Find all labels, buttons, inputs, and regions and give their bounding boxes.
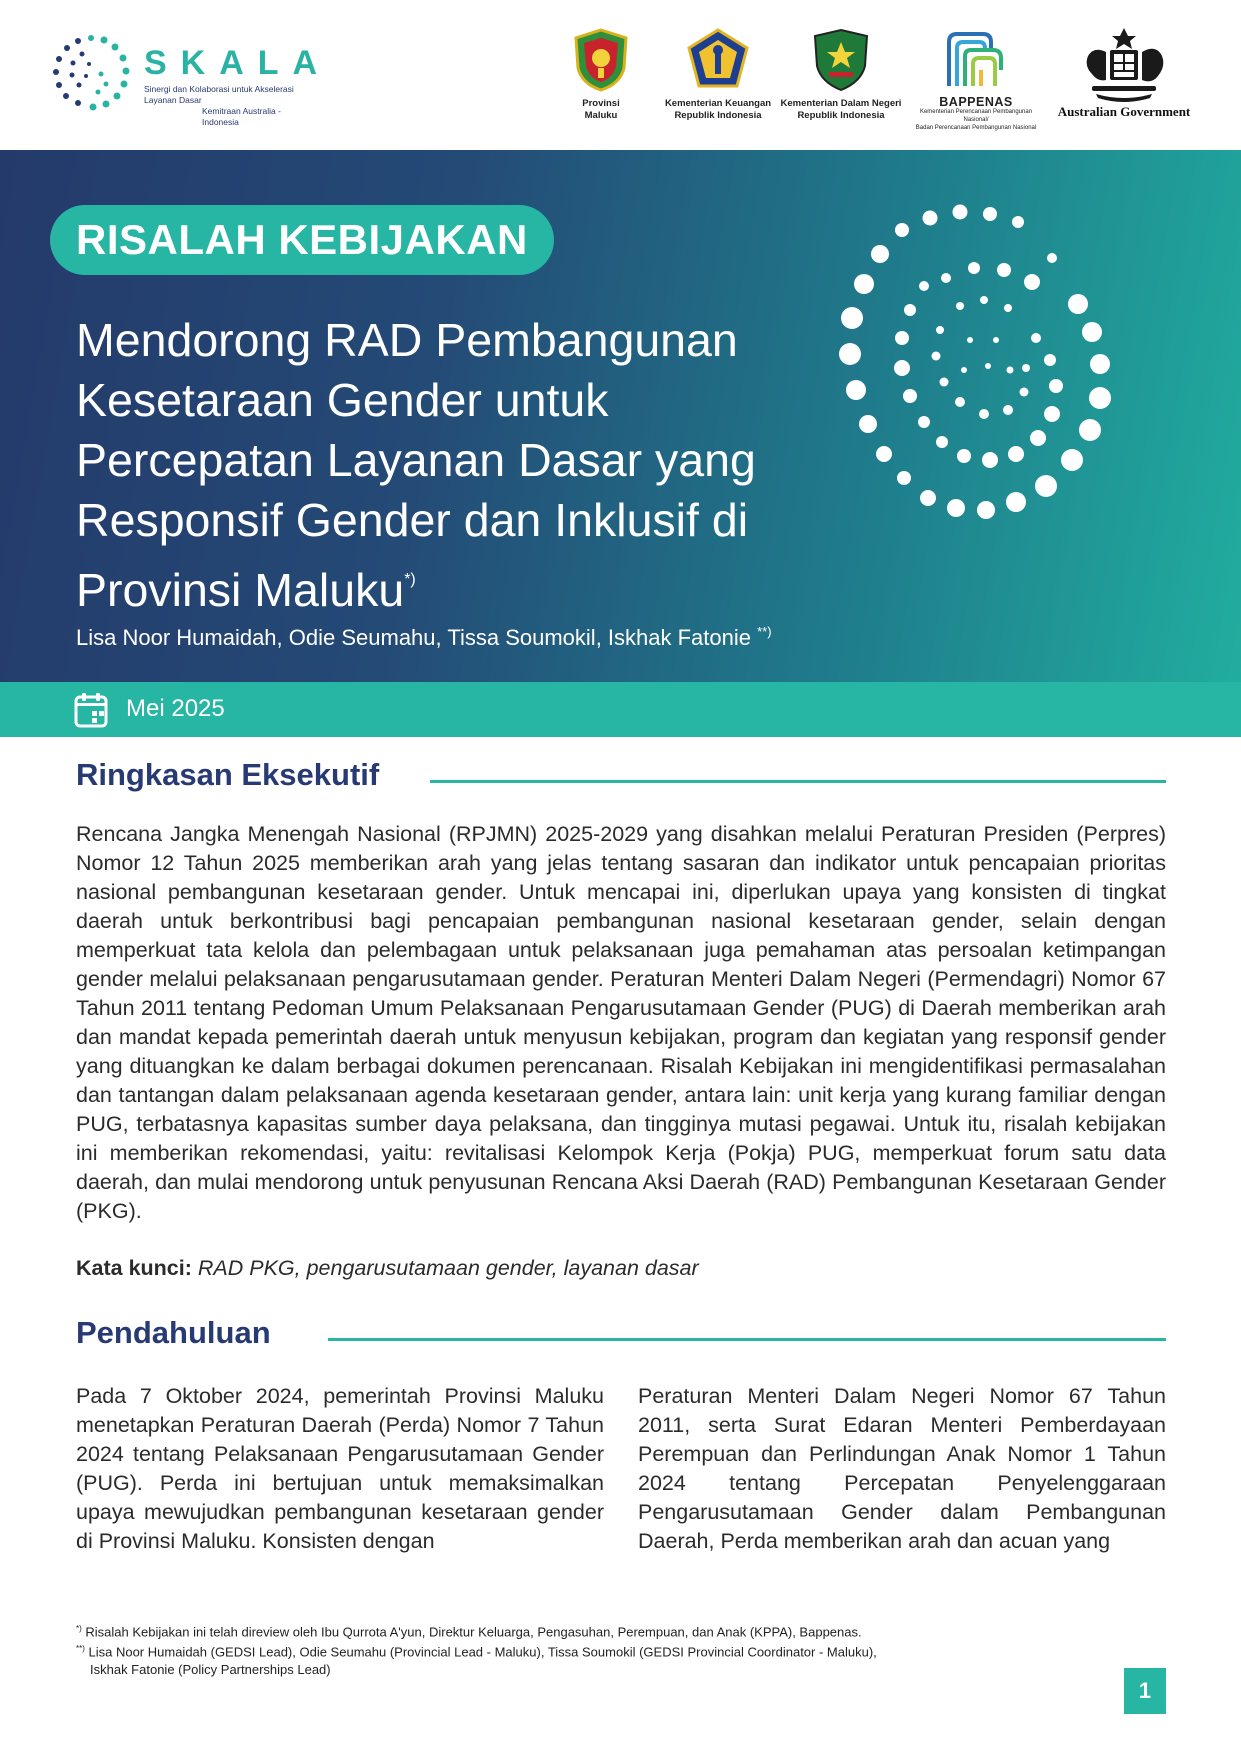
section-heading-intro: Pendahuluan xyxy=(76,1315,271,1350)
logo-provinsi-maluku xyxy=(566,28,636,122)
bappenas-subtitle: Badan Perencanaan Pembangunan Nasional xyxy=(915,125,1037,131)
skala-dots-icon xyxy=(46,30,136,120)
skala-tagline xyxy=(144,84,316,128)
partner-line: Kementerian Dalam Negeri xyxy=(780,98,902,109)
footnote-text: Lisa Noor Humaidah (GEDSI Lead), Odie Seumahu (Provincial Lead - Maluku), Tissa Soumokil (GEDSI Provincial Coordinator - Maluku), xyxy=(84,1644,877,1660)
kemenkeu-emblem-icon xyxy=(685,28,751,92)
section-divider xyxy=(328,1338,1166,1341)
intro-column-left: Pada 7 Oktober 2024, pemerintah Provinsi Maluku menetapkan Peraturan Daerah (Perda) Nomor 7 Tahun 2024 tentang Pelaksanaan Pengarusutamaan Gender (PUG). Perda ini bertujuan untuk memaksimalkan upaya mewujudkan pembangunan kesetaraan gender di Provinsi Maluku. Konsisten dengan xyxy=(76,1384,604,1553)
logo-australian-government xyxy=(1054,26,1194,120)
skala-logo xyxy=(46,30,332,127)
footnote xyxy=(76,1620,1076,1640)
maluku-emblem-icon xyxy=(572,28,630,92)
summary-paragraph: Rencana Jangka Menengah Nasional (RPJMN) 2025-2029 yang disahkan melalui Peraturan Presiden (Perpres) Nomor 12 Tahun 2025 memberikan arah yang jelas tentang sasaran dan indikator untuk pencapaian prioritas nasional pembangunan kesetaraan gender. Untuk mencapai ini, diperlukan upaya yang konsisten di tingkat daerah untuk berkontribusi bagi pencapaian pembangunan nasional kesetaraan gender, selain dengan memperkuat tata kelola dan pelembagaan untuk pelaksanaan juga pemahaman atas persoalan ketimpangan gender melalui pelaksanaan pengarusutamaan gender. Peraturan Menteri Dalam Negeri (Permendagri) Nomor 67 Tahun 2011 tentang Pedoman Umum Pelaksanaan Pengarusutamaan Gender (PUG) di Daerah memberikan arah dan mandat kepada pemerintah daerah untuk menyusun kebijakan, program dan kegiatan yang responsif gender yang dituangkan ke dalam berbagai dokumen perencanaan. Risalah Kebijakan ini mengidentifikasi permasalahan dan tantangan dalam pelaksanaan agenda kesetaraan gender, antara lain: unit kerja yang kurang familiar dengan PUG, terbatasnya kapasitas sumber daya pelaksana, dan tingginya mutasi pegawai. Untuk itu, risalah kebijakan ini memberikan rekomendasi, yaitu: revitalisasi Kelompok Kerja (Pokja) PUG, memperkuat forum satu data daerah, dan mulai mendorong untuk penyusunan Rencana Aksi Daerah (RAD) Pembangunan Kesetaraan Gender (PKG). xyxy=(76,822,1166,1223)
authors-footnote-mark: **) xyxy=(757,624,772,639)
title-line: Kesetaraan Gender untuk xyxy=(76,374,609,426)
skala-wordmark: SKALA xyxy=(144,44,332,82)
footnote-text: Risalah Kebijakan ini telah direview oleh Ibu Qurrota A'yun, Direktur Keluarga, Pengasuhan, Perempuan, dan Anak (KPPA), Bappenas. xyxy=(81,1624,862,1640)
partner-line: Kementerian Keuangan xyxy=(664,98,772,109)
date-bar xyxy=(0,682,1241,737)
australia-crest-icon xyxy=(1076,26,1172,102)
footnote xyxy=(76,1640,1076,1660)
australian-government-text: Australian Government xyxy=(1057,104,1191,119)
footnote xyxy=(76,1661,1076,1678)
keywords-line xyxy=(76,1256,699,1281)
hero-banner xyxy=(0,150,1241,682)
title-footnote-mark: *) xyxy=(404,571,416,588)
footnotes xyxy=(76,1620,1076,1678)
title-line: Percepatan Layanan Dasar yang xyxy=(76,434,756,486)
section-divider xyxy=(430,780,1166,783)
publication-date: Mei 2025 xyxy=(126,695,225,722)
footnote-text: Iskhak Fatonie (Policy Partnerships Lead) xyxy=(90,1661,331,1677)
page-number: 1 xyxy=(1124,1668,1166,1714)
logo-kemendagri xyxy=(776,28,906,122)
title-line xyxy=(76,550,836,620)
skala-tagline-text: Sinergi dan Kolaborasi untuk Akselerasi Layanan Dasar xyxy=(144,84,294,105)
authors-text: Lisa Noor Humaidah, Odie Seumahu, Tissa Soumokil, Iskhak Fatonie xyxy=(76,625,751,650)
header-logos xyxy=(0,0,1241,150)
partner-line: Provinsi xyxy=(582,98,620,109)
title-line-text: Provinsi Maluku xyxy=(76,564,405,616)
document-title xyxy=(76,310,836,620)
partner-line: Maluku xyxy=(584,110,618,121)
kemendagri-emblem-icon xyxy=(811,28,871,92)
calendar-icon xyxy=(74,692,108,728)
keywords-value: RAD PKG, pengarusutamaan gender, layanan dasar xyxy=(197,1256,699,1280)
footnote-mark: **) xyxy=(76,1644,85,1654)
intro-column-right: Peraturan Menteri Dalam Negeri Nomor 67 Tahun 2011, serta Surat Edaran Menteri Pemberdayaan Perempuan dan Perlindungan Anak Nomor 1 Tahun 2024 tentang Percepatan Penyelenggaraan Pengarusutamaan Gender dalam Pembangunan Daerah, Perda memberikan arah dan acuan yang xyxy=(638,1384,1166,1553)
partner-line: Republik Indonesia xyxy=(797,110,885,121)
bappenas-subtitle: Kementerian Perencanaan Pembangunan Nasional/ xyxy=(919,109,1033,123)
document-type-badge: RISALAH KEBIJAKAN xyxy=(50,205,554,275)
author-list xyxy=(76,624,772,651)
bappenas-wordmark: BAPPENAS xyxy=(939,95,1013,109)
keywords-label: Kata kunci: xyxy=(76,1256,192,1280)
skala-partnership-text: Kemitraan Australia - Indonesia xyxy=(202,106,281,127)
title-line: Mendorong RAD Pembangunan xyxy=(76,314,738,366)
section-heading-summary: Ringkasan Eksekutif xyxy=(76,757,380,792)
partner-line: Republik Indonesia xyxy=(674,110,762,121)
logo-kemenkeu xyxy=(656,28,780,122)
logo-bappenas xyxy=(910,30,1042,132)
decorative-dot-spiral-icon xyxy=(800,170,1220,590)
footnote-mark: *) xyxy=(76,1624,82,1633)
bappenas-emblem-icon xyxy=(943,30,1009,90)
title-line: Responsif Gender dan Inklusif di xyxy=(76,494,749,546)
